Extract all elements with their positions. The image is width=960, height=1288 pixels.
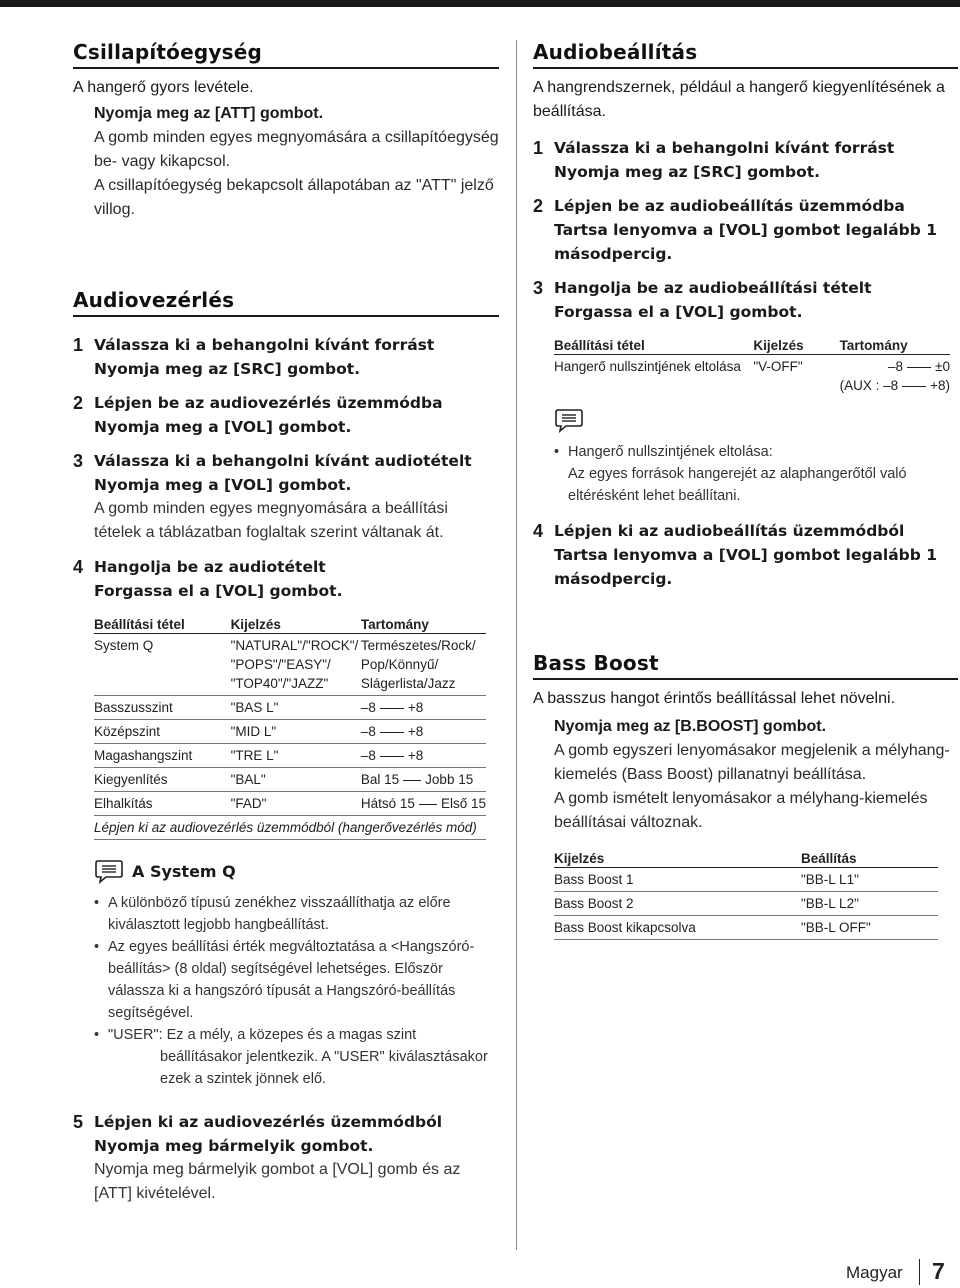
step-number: 1 xyxy=(533,138,544,158)
muting-desc-2: A csillapítóegység bekapcsolt állapotában az "ATT" jelző villog. xyxy=(94,177,494,218)
cell-range xyxy=(361,768,486,792)
display-line: "NATURAL"/"ROCK"/ xyxy=(230,638,359,653)
table-row xyxy=(94,792,486,816)
system-q-notes xyxy=(94,892,499,1090)
audio-setup-heading: Audiobeállítás xyxy=(533,40,958,69)
cell-display: "V-OFF" xyxy=(753,359,803,374)
step-title: Lépjen ki az audiovezérlés üzemmódból xyxy=(94,1113,443,1131)
footer-divider xyxy=(919,1259,920,1285)
table-header: Kijelzés xyxy=(753,336,839,355)
range-from: –8 xyxy=(360,724,376,739)
table-footer: Lépjen ki az audiovezérlés üzemmódból (hangerővezérlés mód) xyxy=(94,816,486,840)
user-label: • "USER": Ez a mély, a közepes és a magas szint xyxy=(108,1027,417,1043)
step-title: Válassza ki a behangolni kívánt forrást xyxy=(94,336,435,354)
cell-value: "BB-L L2" xyxy=(801,892,938,916)
audio-control-step-2 xyxy=(73,391,499,439)
cell-label: Bass Boost 1 xyxy=(554,868,801,892)
audio-setup-step-2 xyxy=(533,194,958,266)
step-desc: Nyomja meg bármelyik gombot a [VOL] gomb és az [ATT] kivételével. xyxy=(94,1161,461,1202)
bass-boost-table xyxy=(554,849,938,940)
cell-range xyxy=(361,792,486,816)
note-title: A System Q xyxy=(132,861,236,881)
cell-item: Elhalkítás xyxy=(94,792,231,816)
footer-language: Magyar xyxy=(846,1263,903,1282)
range-line: Természetes/Rock/ xyxy=(360,638,476,653)
cell-range xyxy=(361,744,486,768)
bass-boost-section xyxy=(533,651,958,940)
note-label: • Hangerő nullszintjének eltolása: xyxy=(568,444,773,460)
table-header: Tartomány xyxy=(840,336,950,355)
table-row xyxy=(94,634,486,696)
left-column xyxy=(73,40,499,1206)
cell-item: Basszusszint xyxy=(94,696,231,720)
range-to: Jobb 15 xyxy=(425,772,474,787)
table-row xyxy=(94,768,486,792)
table-row xyxy=(554,916,938,940)
note-item: • Az egyes beállítási érték megváltoztatása a <Hangszóró-beállítás> (8 oldal) segítségével lehetséges. Először válassza ki a hangszóró típusát a Hangszóró-beállítás segítségével. xyxy=(94,936,499,1024)
step-number: 4 xyxy=(533,521,544,541)
cell-item: Középszint xyxy=(94,720,231,744)
step-sub: Nyomja meg a [VOL] gombot. xyxy=(94,418,352,436)
step-title: Hangolja be az audiotételt xyxy=(94,558,326,576)
system-q-note-head xyxy=(94,858,499,884)
note-text: Az egyes források hangerejét az alaphangerőtől való eltérésként lehet beállítani. xyxy=(568,466,907,504)
range-from: Hátsó 15 xyxy=(360,796,415,811)
table-header: Beállítási tétel xyxy=(94,615,231,634)
step-number: 4 xyxy=(73,557,84,577)
bass-boost-desc-2: A gomb ismételt lenyomásakor a mélyhang-kiemelés beállításai változnak. xyxy=(554,790,928,831)
table-row xyxy=(554,868,938,892)
audio-control-step-4 xyxy=(73,555,499,603)
step-title: Lépjen be az audiobeállítás üzemmódba xyxy=(554,197,905,215)
range-from: Bal 15 xyxy=(360,772,400,787)
step-sub: Nyomja meg az [SRC] gombot. xyxy=(554,163,821,181)
audio-control-heading: Audiovezérlés xyxy=(73,288,499,317)
cell-range xyxy=(361,720,486,744)
cell-display xyxy=(231,634,361,696)
range-line: Pop/Könnyű/ xyxy=(360,657,439,672)
note-item xyxy=(554,441,958,507)
audio-setup-step-4 xyxy=(533,519,958,591)
cell-display: "MID L" xyxy=(231,720,361,744)
audio-control-table xyxy=(94,615,486,840)
table-header: Beállítás xyxy=(801,849,938,868)
table-row xyxy=(94,720,486,744)
cell-display: "TRE L" xyxy=(231,744,361,768)
cell-display: "BAS L" xyxy=(231,696,361,720)
column-divider xyxy=(516,40,517,1250)
muting-heading: Csillapítóegység xyxy=(73,40,499,69)
range-to: Első 15 xyxy=(440,796,486,811)
bass-boost-heading: Bass Boost xyxy=(533,651,958,680)
audio-control-step-3 xyxy=(73,449,499,545)
muting-section xyxy=(73,40,499,222)
cell-range xyxy=(361,696,486,720)
audio-setup-section xyxy=(533,40,958,591)
bass-boost-action: Nyomja meg az [B.BOOST] gombot. xyxy=(554,718,827,735)
cell-label: Bass Boost 2 xyxy=(554,892,801,916)
step-title: Lépjen be az audiovezérlés üzemmódba xyxy=(94,394,443,412)
step-number: 2 xyxy=(533,196,544,216)
step-sub: Tartsa lenyomva a [VOL] gombot legalább 1 másodpercig. xyxy=(554,221,938,263)
user-cont: beállításakor jelentkezik. A "USER" kiválasztásakor ezek a szintek jönnek elő. xyxy=(160,1049,488,1087)
step-title: Lépjen ki az audiobeállítás üzemmódból xyxy=(554,522,905,540)
table-row xyxy=(94,816,486,840)
range-to: +8 xyxy=(407,700,424,715)
table-header: Kijelzés xyxy=(554,849,801,868)
note-item xyxy=(94,1024,499,1090)
table-row xyxy=(94,696,486,720)
aux-to: +8) xyxy=(930,378,950,393)
cell-value: "BB-L L1" xyxy=(801,868,938,892)
muting-intro: A hangerő gyors levétele. xyxy=(73,79,254,96)
muting-action: Nyomja meg az [ATT] gombot. xyxy=(94,105,324,122)
audio-control-step-1 xyxy=(73,333,499,381)
range-line: Slágerlista/Jazz xyxy=(360,676,456,691)
range-from: –8 xyxy=(888,359,904,374)
step-title: Válassza ki a behangolni kívánt audiotételt xyxy=(94,452,472,470)
audio-setup-table xyxy=(554,336,950,397)
table-row xyxy=(554,355,950,398)
right-column xyxy=(533,40,958,940)
note-icon xyxy=(94,858,124,884)
step-number: 1 xyxy=(73,335,84,355)
cell-range xyxy=(361,634,486,696)
range-to: +8 xyxy=(407,724,424,739)
cell-value: "BB-L OFF" xyxy=(801,916,938,940)
table-row xyxy=(554,892,938,916)
top-rule xyxy=(0,0,960,7)
cell-item: Magashangszint xyxy=(94,744,231,768)
step-sub: Nyomja meg bármelyik gombot. xyxy=(94,1137,374,1155)
table-header: Beállítási tétel xyxy=(554,336,753,355)
step-number: 5 xyxy=(73,1112,84,1132)
audio-setup-step-3 xyxy=(533,276,958,324)
bass-boost-intro: A basszus hangot érintős beállítással lehet növelni. xyxy=(533,690,896,707)
step-number: 3 xyxy=(73,451,84,471)
note-icon xyxy=(554,407,584,433)
audio-setup-step-1 xyxy=(533,136,958,184)
range-to: +8 xyxy=(407,748,424,763)
step-title: Válassza ki a behangolni kívánt forrást xyxy=(554,139,895,157)
cell-item: System Q xyxy=(94,634,231,696)
audio-setup-intro: A hangrendszernek, például a hangerő kiegyenlítésének a beállítása. xyxy=(533,79,945,120)
step-sub: Tartsa lenyomva a [VOL] gombot legalább 1 másodpercig. xyxy=(554,546,938,588)
step-sub: Forgassa el a [VOL] gombot. xyxy=(94,582,343,600)
step-desc: A gomb minden egyes megnyomására a beállítási tételek a táblázatban foglaltak szerint váltanak át. xyxy=(94,500,448,541)
step-title: Hangolja be az audiobeállítási tételt xyxy=(554,279,872,297)
cell-label: Bass Boost kikapcsolva xyxy=(554,916,801,940)
step-number: 2 xyxy=(73,393,84,413)
step-sub: Nyomja meg az [SRC] gombot. xyxy=(94,360,361,378)
muting-desc-1: A gomb minden egyes megnyomására a csillapítóegység be- vagy kikapcsol. xyxy=(94,129,499,170)
range-from: –8 xyxy=(360,748,376,763)
range-to: ±0 xyxy=(935,359,950,374)
table-row xyxy=(94,744,486,768)
note-item: • A különböző típusú zenékhez visszaállíthatja az előre kiválasztott legjobb hangbeállítást. xyxy=(94,892,499,936)
cell-range xyxy=(840,355,950,398)
cell-display: "FAD" xyxy=(231,792,361,816)
display-line: "TOP40"/"JAZZ" xyxy=(230,676,329,691)
step-number: 3 xyxy=(533,278,544,298)
cell-item: Kiegyenlítés xyxy=(94,768,231,792)
display-line: "POPS"/"EASY"/ xyxy=(230,657,331,672)
aux-from: (AUX : –8 xyxy=(839,378,899,393)
step-sub: Nyomja meg a [VOL] gombot. xyxy=(94,476,352,494)
bass-boost-desc-1: A gomb egyszeri lenyomásakor megjelenik a mélyhang-kiemelés (Bass Boost) pillanatnyi beállítása. xyxy=(554,742,950,783)
range-from: –8 xyxy=(360,700,376,715)
table-header: Kijelzés xyxy=(231,615,361,634)
audio-control-step-5 xyxy=(73,1110,499,1206)
audio-setup-notes xyxy=(554,441,958,507)
page-number: 7 xyxy=(932,1258,945,1284)
step-sub: Forgassa el a [VOL] gombot. xyxy=(554,303,803,321)
audio-control-section xyxy=(73,288,499,1206)
cell-item: Hangerő nullszintjének eltolása xyxy=(554,359,741,374)
table-header: Tartomány xyxy=(361,615,486,634)
cell-display: "BAL" xyxy=(231,768,361,792)
